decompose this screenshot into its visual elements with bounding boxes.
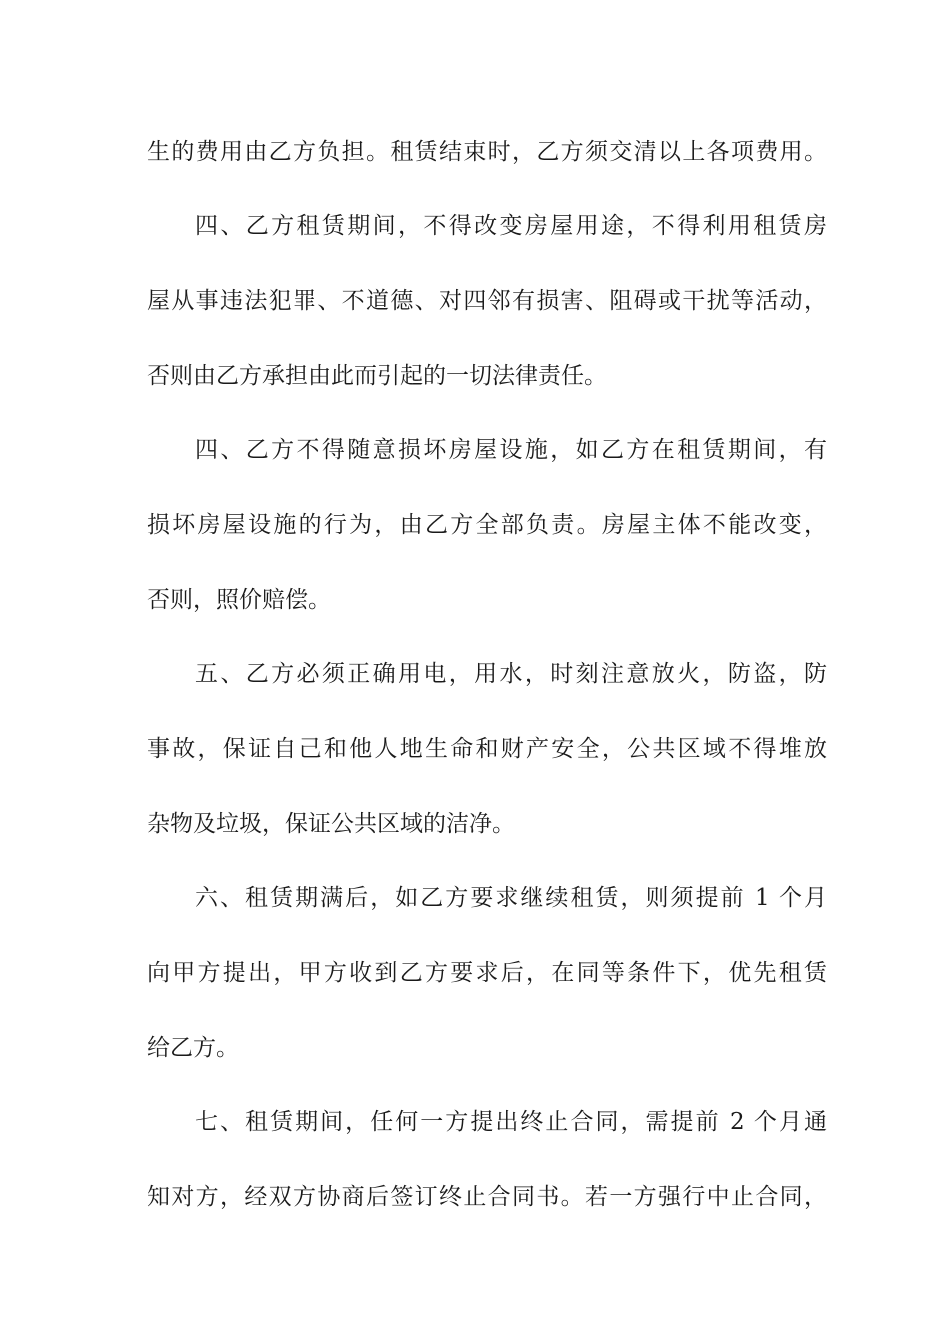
text-line: 给乙方。 [147, 1035, 239, 1061]
text-line: 四、乙方租赁期间，不得改变房屋用途，不得利用租赁房 [195, 213, 827, 239]
text-line: 六、租赁期满后，如乙方要求继续租赁，则须提前 1 个月 [195, 885, 827, 911]
text-line: 否则由乙方承担由此而引起的一切法律责任。 [147, 363, 607, 389]
text-line: 七、租赁期间，任何一方提出终止合同，需提前 2 个月通 [195, 1109, 827, 1135]
text-line: 向甲方提出，甲方收到乙方要求后，在同等条件下，优先租赁 [147, 960, 827, 986]
text-line: 屋从事违法犯罪、不道德、对四邻有损害、阻碍或干扰等活动， [147, 288, 827, 314]
text-line: 损坏房屋设施的行为，由乙方全部负责。房屋主体不能改变， [147, 512, 827, 538]
text-line: 生的费用由乙方负担。租赁结束时，乙方须交清以上各项费用。 [147, 139, 827, 165]
text-line: 四、乙方不得随意损坏房屋设施，如乙方在租赁期间，有 [195, 437, 827, 463]
text-line: 杂物及垃圾，保证公共区域的洁净。 [147, 811, 515, 837]
text-line: 知对方，经双方协商后签订终止合同书。若一方强行中止合同， [147, 1184, 827, 1210]
text-line: 五、乙方必须正确用电，用水，时刻注意放火，防盗，防 [195, 661, 827, 687]
text-line: 否则，照价赔偿。 [147, 587, 331, 613]
text-line: 事故，保证自己和他人地生命和财产安全，公共区域不得堆放 [147, 736, 827, 762]
